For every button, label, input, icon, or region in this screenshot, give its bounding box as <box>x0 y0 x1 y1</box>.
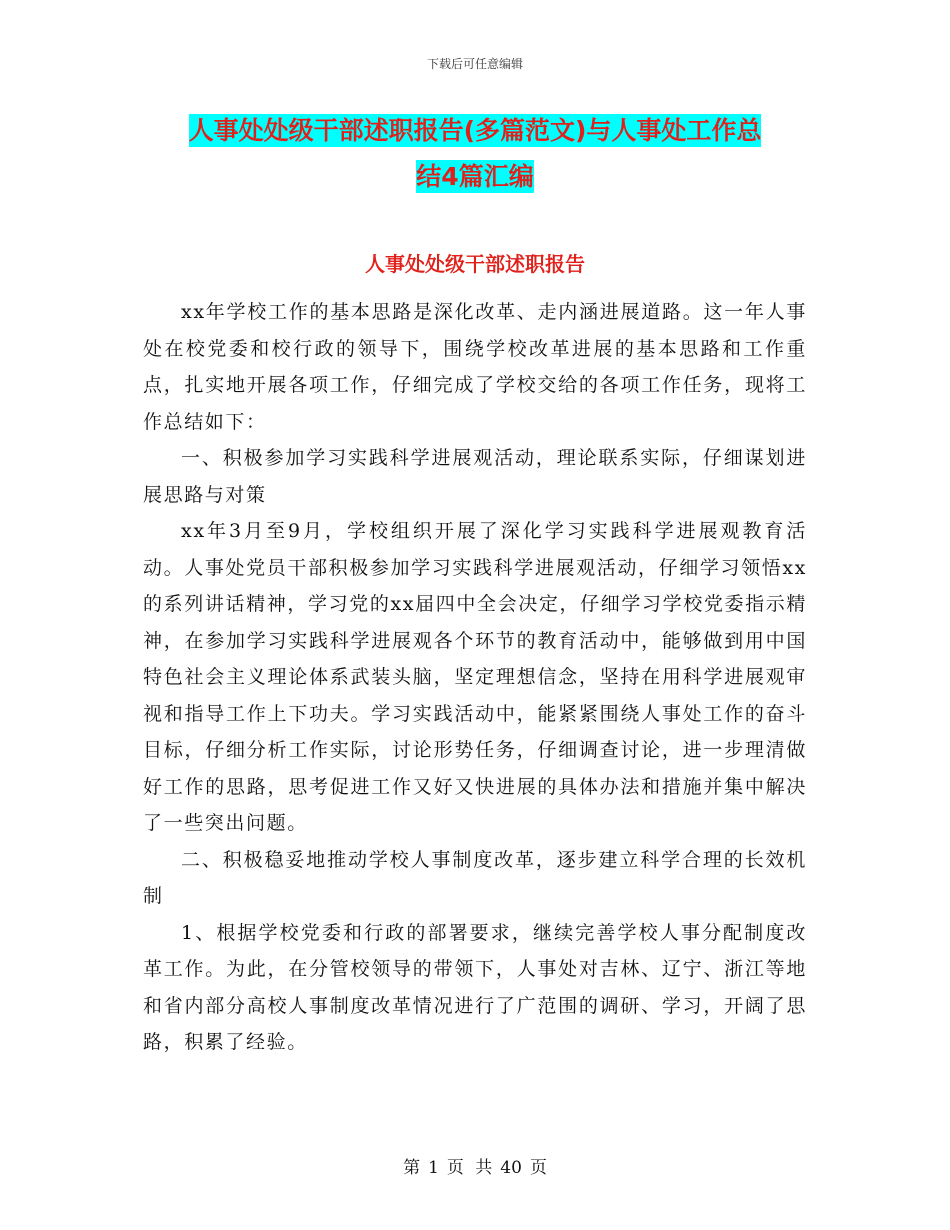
document-body <box>143 294 807 1061</box>
page-number: 1 <box>428 1158 439 1178</box>
page-footer <box>0 1153 950 1178</box>
paragraph: xx年3月至9月，学校组织开展了深化学习实践科学进展观教育活动。人事处党员干部积极参加学习实践科学进展观活动，仔细学习领悟xx的系列讲话精神，学习党的xx届四中全会决定，仔细学习学校党委指示精神，在参加学习实践科学进展观各个环节的教育活动中，能够做到用中国特色社会主义理论体系武装头脑，坚定理想信念，坚持在用科学进展观审视和指导工作上下功夫。学习实践活动中，能紧紧围绕人事处工作的奋斗目标，仔细分析工作实际，讨论形势任务，仔细调查讨论，进一步理清做好工作的思路，思考促进工作又好又快进展的具体办法和措施并集中解决了一些突出问题。 <box>143 520 807 834</box>
document-title-line-2: 结4篇汇编 <box>416 162 534 191</box>
page-label-mid: 页 共 <box>446 1158 493 1178</box>
paragraph: xx年学校工作的基本思路是深化改革、走内涵进展道路。这一年人事处在校党委和校行政的领导下，围绕学校改革进展的基本思路和工作重点，扎实地开展各项工作，仔细完成了学校交给的各项工作任务，现将工作总结如下： <box>143 301 807 433</box>
total-pages: 40 <box>500 1158 522 1178</box>
document-title <box>140 108 810 200</box>
page-label-suffix: 页 <box>529 1158 547 1178</box>
paragraph: 一、积极参加学习实践科学进展观活动，理论联系实际，仔细谋划进展思路与对策 <box>143 447 807 506</box>
paragraph: 1、根据学校党委和行政的部署要求，继续完善学校人事分配制度改革工作。为此，在分管校领导的带领下，人事处对吉林、辽宁、浙江等地和省内部分高校人事制度改革情况进行了广范围的调研、学习，开阔了思路，积累了经验。 <box>143 921 807 1053</box>
paragraph: 二、积极稳妥地推动学校人事制度改革，逐步建立科学合理的长效机制 <box>143 848 807 907</box>
document-title-line-1: 人事处处级干部述职报告(多篇范文)与人事处工作总 <box>188 116 762 145</box>
header-note: 下载后可任意编辑 <box>426 57 523 71</box>
section-title: 人事处处级干部述职报告 <box>365 252 585 276</box>
page-label-prefix: 第 <box>403 1158 421 1178</box>
